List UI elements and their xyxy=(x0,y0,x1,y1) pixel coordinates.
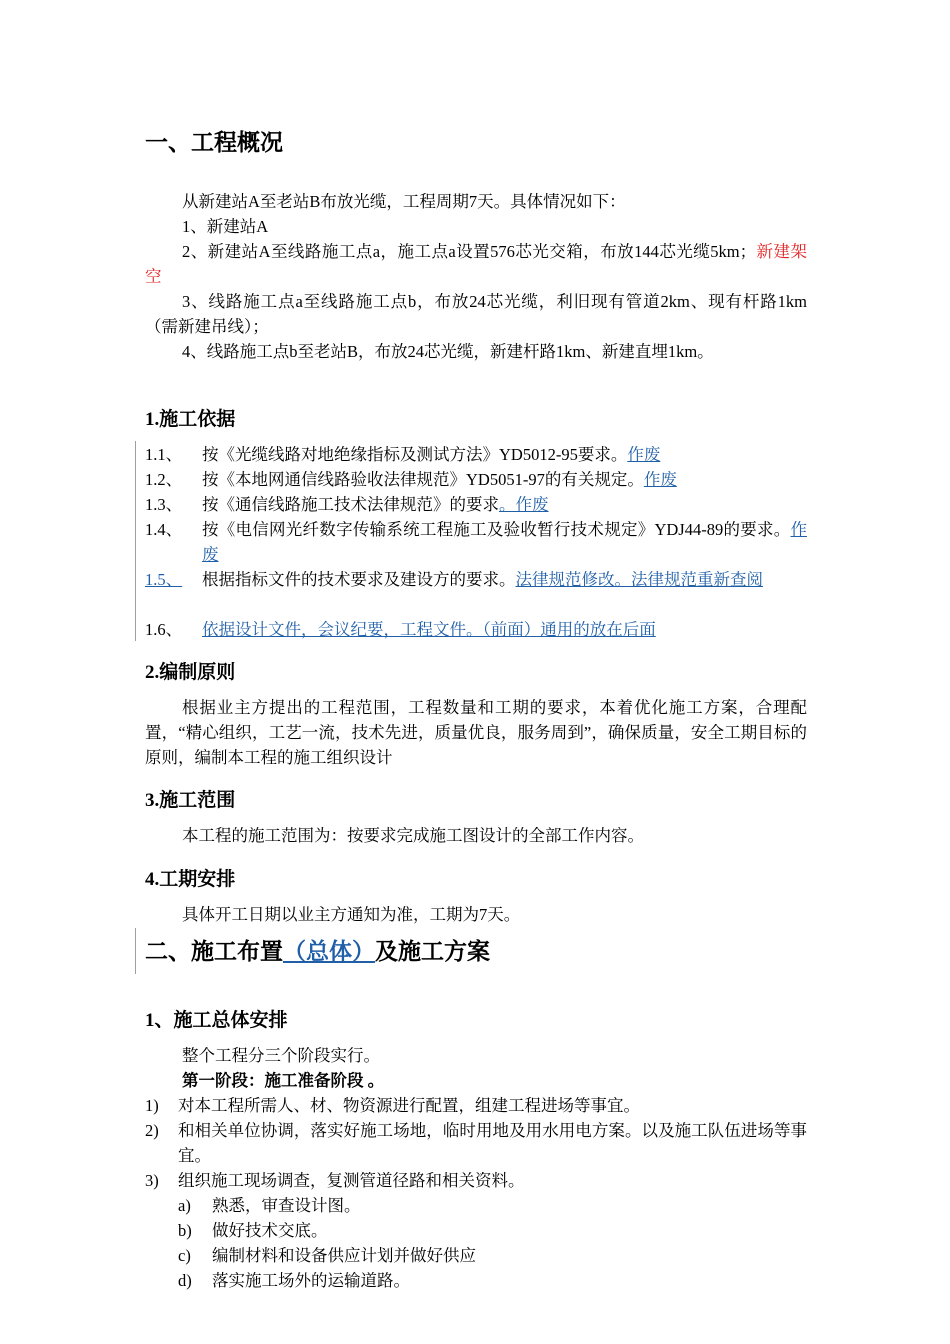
sub-list-item-letter: b) xyxy=(178,1221,192,1240)
list-item-text: 和相关单位协调，落实好施工场地，临时用地及用水用电方案。以及施工队伍进场等事宜。 xyxy=(178,1121,807,1165)
basis-item xyxy=(145,467,807,492)
section-1-item-4: 4、线路施工点b至老站B，布放24芯光缆，新建杆路1km、新建直埋1km。 xyxy=(182,342,714,361)
list-item-number: 3) xyxy=(145,1171,159,1190)
list-item xyxy=(145,1168,807,1193)
principle-text: 根据业主方提出的工程范围，工程数量和工期的要求，本着优化施工方案，合理配置，“精心组织，工艺一流，技术先进，质量优良，服务周到”，确保质量，安全工期目标的原则，编制本工程的施工组织设计 xyxy=(145,698,807,767)
basis-item xyxy=(145,442,807,467)
arrangement-heading: 1、施工总体安排 xyxy=(145,1010,288,1031)
principle-heading: 2.编制原则 xyxy=(145,662,236,683)
sub-list-item xyxy=(178,1193,807,1218)
basis-item-comment-link[interactable]: 。作废 xyxy=(499,495,549,514)
basis-item-comment-link[interactable]: 作废 xyxy=(627,445,661,464)
section-2-heading-text-b: 及施工方案 xyxy=(375,939,490,964)
section-1-item-2 xyxy=(145,239,807,289)
basis-item-number: 1.2、 xyxy=(145,470,183,489)
basis-item-comment-link[interactable]: 作废 xyxy=(202,520,807,564)
list-item-number: 1) xyxy=(145,1096,159,1115)
schedule-heading: 4.工期安排 xyxy=(145,869,236,890)
sub-list-item-text: 落实施工场外的运输道路。 xyxy=(212,1271,410,1290)
basis-item-comment-link[interactable]: 依据设计文件，会议纪要，工程文件。（前面）通用的放在后面 xyxy=(202,620,656,639)
basis-item-number: 1.6、 xyxy=(145,620,183,639)
basis-item-text: 按《电信网光纤数字传输系统工程施工及验收暂行技术规定》YDJ44-89的要求。 xyxy=(202,520,791,539)
sub-list-item xyxy=(178,1218,807,1243)
section-2-heading-text-a: 二、施工布置 xyxy=(145,939,283,964)
section-1-item-2-text: 2、新建站A至线路施工点a，施工点a设置576芯光交箱，布放144芯光缆5km； xyxy=(182,242,757,261)
basis-item-text: 按《光缆线路对地绝缘指标及测试方法》YD5012-95要求。 xyxy=(202,445,628,464)
basis-item-number[interactable]: 1.5、 xyxy=(145,570,183,589)
revision-bar xyxy=(135,928,136,974)
basis-item xyxy=(145,567,807,617)
basis-item xyxy=(145,492,807,517)
section-2-heading xyxy=(145,937,490,967)
list-item xyxy=(145,1093,807,1118)
basis-item-text: 按《本地网通信线路验收法律规范》YD5051-97的有关规定。 xyxy=(202,470,644,489)
section-1-heading: 一、工程概况 xyxy=(145,130,283,155)
basis-item-comment-link[interactable]: 法律规范修改。法律规范重新查阅 xyxy=(515,570,763,589)
revision-bar xyxy=(135,441,136,641)
section-1-item-2-note: 新建架空 xyxy=(145,242,807,286)
sub-list-item-letter: c) xyxy=(178,1246,191,1265)
basis-item xyxy=(145,617,807,642)
sub-list-item xyxy=(178,1268,807,1293)
sub-list-item xyxy=(178,1243,807,1268)
section-2-heading-comment-link[interactable]: （总体） xyxy=(283,939,375,964)
basis-item-number: 1.1、 xyxy=(145,445,183,464)
sub-list-item-text: 编制材料和设备供应计划并做好供应 xyxy=(212,1246,476,1265)
scope-heading: 3.施工范围 xyxy=(145,790,236,811)
scope-text: 本工程的施工范围为：按要求完成施工图设计的全部工作内容。 xyxy=(182,826,644,845)
basis-item-text: 按《通信线路施工技术法律规范》的要求 xyxy=(202,495,499,514)
section-1-intro: 从新建站A至老站B布放光缆，工程周期7天。具体情况如下： xyxy=(182,192,626,211)
list-item-text: 对本工程所需人、材、物资源进行配置，组建工程进场等事宜。 xyxy=(178,1096,640,1115)
arrangement-intro: 整个工程分三个阶段实行。 xyxy=(182,1046,380,1065)
sub-list-item-letter: a) xyxy=(178,1196,191,1215)
sub-list-item-letter: d) xyxy=(178,1271,192,1290)
schedule-text: 具体开工日期以业主方通知为准，工期为7天。 xyxy=(182,905,521,924)
list-item-text: 组织施工现场调查，复测管道径路和相关资料。 xyxy=(178,1171,525,1190)
sub-list-item-text: 做好技术交底。 xyxy=(212,1221,328,1240)
list-item xyxy=(145,1118,807,1168)
basis-item-number: 1.4、 xyxy=(145,520,183,539)
basis-item xyxy=(145,517,807,567)
section-1-item-1: 1、新建站A xyxy=(182,217,269,236)
list-item-number: 2) xyxy=(145,1121,159,1140)
phase-1-heading: 第一阶段：施工准备阶段 。 xyxy=(182,1071,385,1090)
basis-heading: 1.施工依据 xyxy=(145,409,236,430)
sub-list-item-text: 熟悉，审查设计图。 xyxy=(212,1196,361,1215)
basis-item-comment-link[interactable]: 作废 xyxy=(643,470,677,489)
basis-item-number: 1.3、 xyxy=(145,495,183,514)
section-1-item-3: 3、线路施工点a至线路施工点b，布放24芯光缆，利旧现有管道2km、现有杆路1km（需新建吊线）； xyxy=(145,292,807,336)
basis-item-text: 根据指标文件的技术要求及建设方的要求。 xyxy=(202,570,516,589)
